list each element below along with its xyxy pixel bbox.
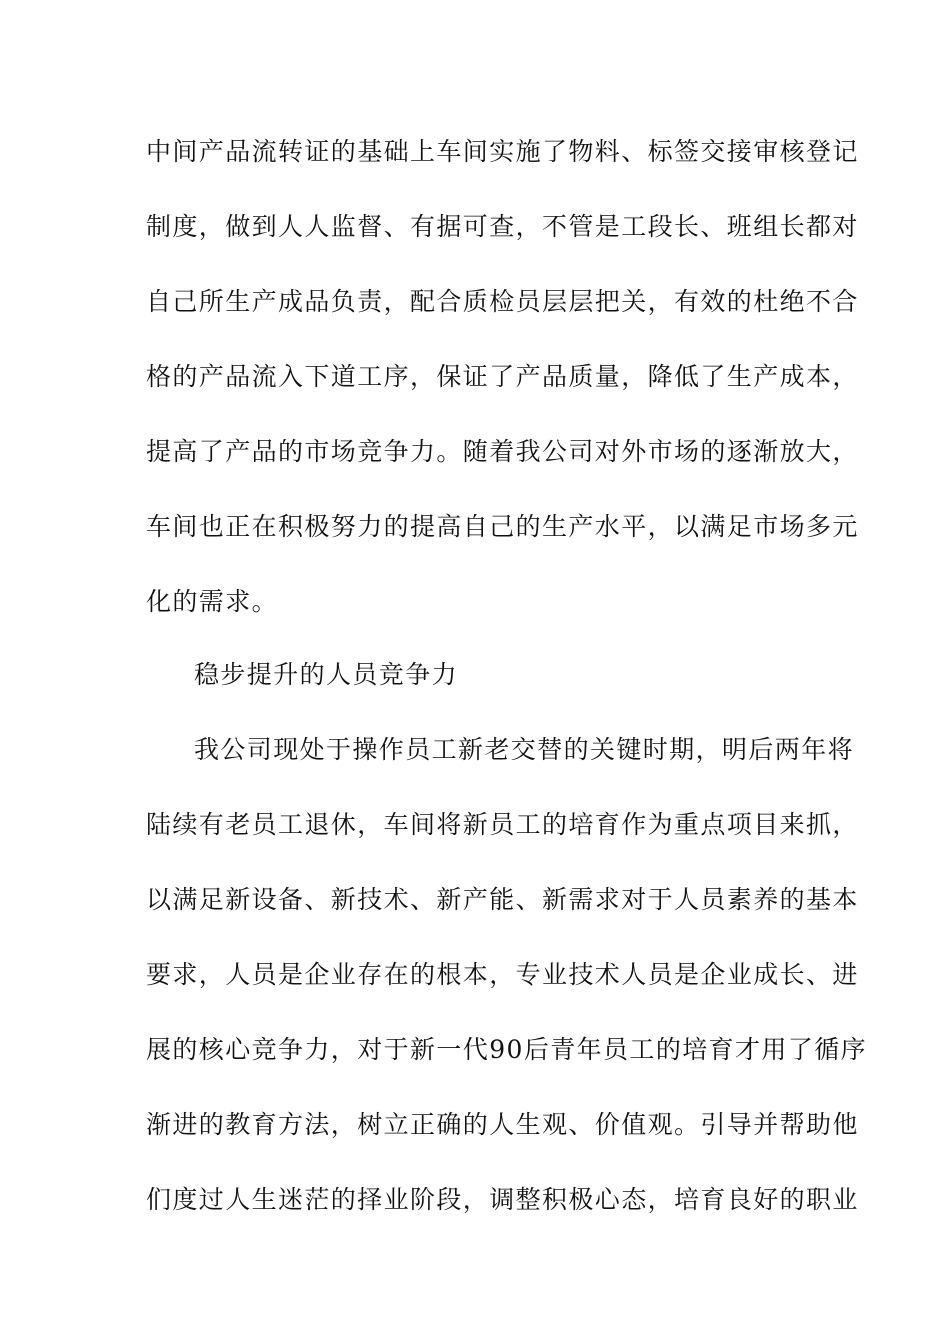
- paragraph-2-line-5: 展的核心竞争力，对于新一代90后青年员工的培育才用了循序: [146, 1035, 868, 1064]
- paragraph-1-line-5: 提高了产品的市场竞争力。随着我公司对外市场的逐渐放大，: [146, 437, 859, 466]
- paragraph-2-line-2: 陆续有老员工退休，车间将新员工的培育作为重点项目来抓，: [146, 810, 859, 839]
- paragraph-1-line-1: 中间产品流转证的基础上车间实施了物料、标签交接审核登记: [146, 137, 859, 166]
- paragraph-1-line-7: 化的需求。: [146, 587, 279, 616]
- paragraph-2-line-3: 以满足新设备、新技术、新产能、新需求对于人员素养的基本: [146, 885, 859, 914]
- paragraph-2-line-1: 我公司现处于操作员工新老交替的关键时期，明后两年将: [194, 735, 855, 764]
- section-heading: 稳步提升的人员竞争力: [194, 660, 459, 689]
- paragraph-1-line-2: 制度，做到人人监督、有据可查，不管是工段长、班组长都对: [146, 212, 859, 241]
- paragraph-1-line-6: 车间也正在积极努力的提高自己的生产水平，以满足市场多元: [146, 512, 859, 541]
- paragraph-1-line-4: 格的产品流入下道工序，保证了产品质量，降低了生产成本，: [146, 362, 859, 391]
- paragraph-2-line-4: 要求，人员是企业存在的根本，专业技术人员是企业成长、进: [146, 960, 859, 989]
- paragraph-2-line-6: 渐进的教育方法，树立正确的人生观、价值观。引导并帮助他: [146, 1110, 859, 1139]
- paragraph-1-line-3: 自己所生产成品负责，配合质检员层层把关，有效的杜绝不合: [146, 287, 859, 316]
- paragraph-2-line-7: 们度过人生迷茫的择业阶段，调整积极心态，培育良好的职业: [146, 1185, 859, 1214]
